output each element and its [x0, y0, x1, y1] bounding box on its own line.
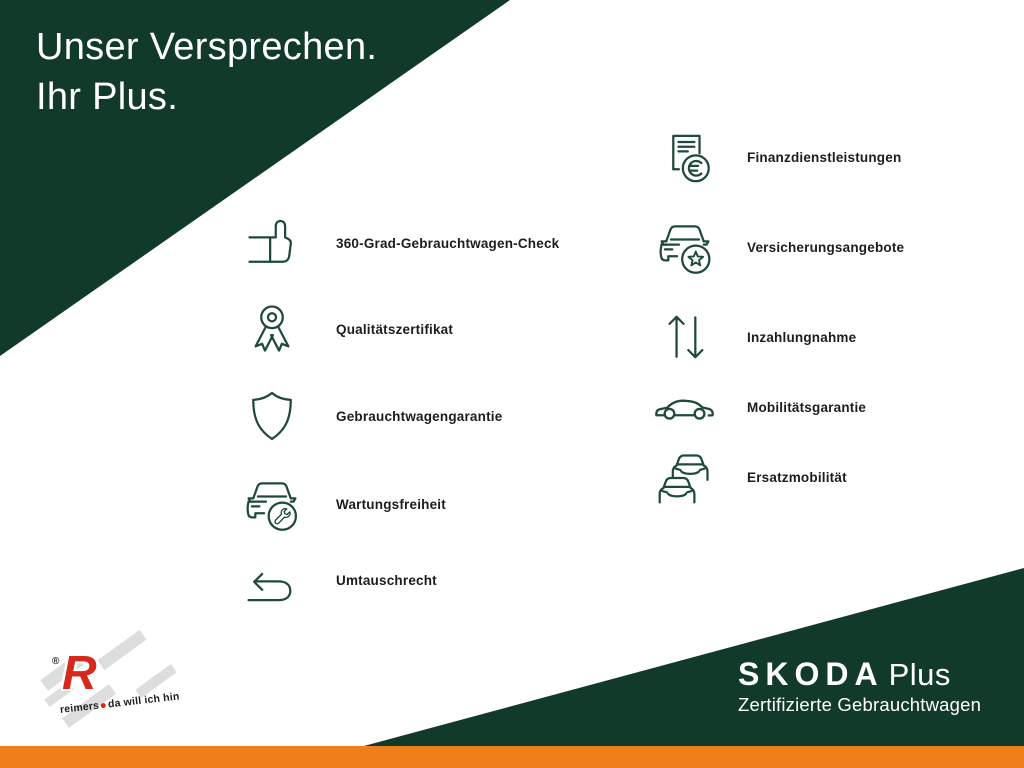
service-label: Versicherungsangebote: [747, 239, 905, 255]
service-label: Mobilitätsgarantie: [747, 399, 867, 415]
registered-trademark-symbol: ®: [52, 656, 60, 667]
car-side-icon: [654, 392, 716, 422]
dealer-logo: [38, 642, 228, 747]
dealer-slogan: da will ich hin: [107, 690, 181, 711]
service-label: Gebrauchtwagengarantie: [336, 408, 503, 424]
red-dot-icon: [101, 702, 107, 708]
service-item-finanz: [645, 121, 901, 193]
service-label: 360-Grad-Gebrauchtwagen-Check: [336, 235, 560, 251]
service-label: Wartungsfreiheit: [336, 496, 446, 512]
shield-icon: [242, 386, 302, 446]
orange-footer-bar: [0, 746, 1024, 768]
skoda-plus-suffix: Plus: [888, 657, 951, 692]
service-item-360-check: [234, 207, 559, 279]
service-label: Ersatzmobilität: [747, 469, 847, 485]
arrows-up-down-icon: [655, 307, 715, 367]
skoda-wordmark: SKODA: [738, 656, 884, 692]
service-item-qualitaet: [234, 293, 453, 365]
dealer-logo-letter: R: [62, 647, 97, 700]
logo-background-shape: [97, 630, 146, 670]
two-cars-icon: [655, 447, 715, 507]
car-wrench-icon: [242, 474, 302, 534]
service-label: Inzahlungnahme: [747, 329, 857, 345]
car-star-icon: [655, 217, 715, 277]
service-item-mobilitaet: [645, 371, 866, 443]
service-label: Qualitätszertifikat: [336, 321, 454, 337]
service-label: Finanzdienstleistungen: [747, 149, 902, 165]
thumbs-up-icon: [242, 213, 302, 273]
service-item-inzahlungnahme: [645, 301, 856, 373]
service-item-versicherung: [645, 211, 904, 283]
service-item-wartung: [234, 468, 446, 540]
skoda-plus-logo: [738, 656, 981, 716]
invoice-euro-icon: [655, 127, 715, 187]
service-item-umtausch: [234, 544, 437, 616]
service-item-ersatzmobilitaet: [645, 441, 847, 513]
dealer-name: reimers: [59, 699, 100, 716]
service-item-garantie: [234, 380, 502, 452]
headline-line1: Unser Versprechen.: [36, 26, 378, 68]
service-label: Umtauschrecht: [336, 572, 437, 588]
skoda-subtitle: Zertifizierte Gebrauchtwagen: [738, 694, 982, 715]
page-title: [36, 22, 377, 122]
quality-seal-icon: [242, 299, 302, 359]
return-arrow-icon: [242, 550, 302, 610]
headline-line2: Ihr Plus.: [36, 76, 179, 118]
